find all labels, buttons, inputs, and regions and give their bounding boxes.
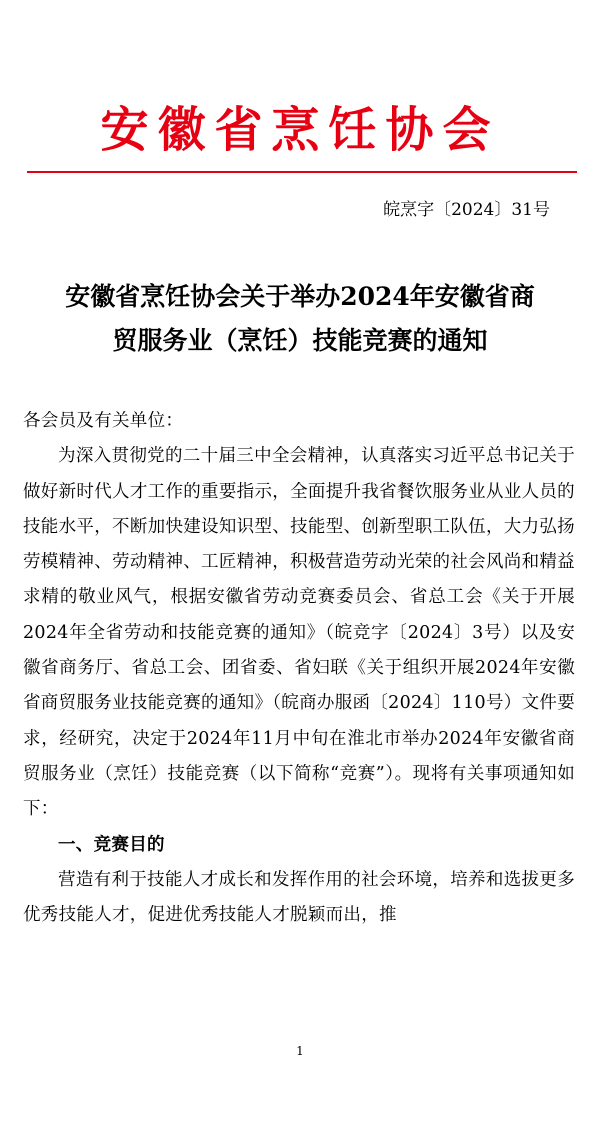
document-title [20,275,580,363]
header-org-name: 安徽省烹饪协会 [100,102,500,158]
salutation: 各会员及有关单位： [23,411,184,431]
document-body [23,404,575,933]
header-red-rule [27,171,577,173]
document-title-line-1: 安徽省烹饪协会关于举办2024年安徽省商 [65,282,535,311]
section-heading-purpose: 一、竞赛目的 [58,834,165,855]
paragraph-purpose: 营造有利于技能人才成长和发挥作用的社会环境，培养和选拔更多优秀技能人才，促进优秀技能人才脱颖而出，推 [23,869,575,926]
page-number: 1 [296,1044,304,1058]
paragraph-intro: 为深入贯彻党的二十届三中全会精神，认真落实习近平总书记关于做好新时代人才工作的重要指示，全面提升我省餐饮服务业从业人员的技能水平，不断加快建设知识型、技能型、创新型职工队伍，大力弘扬劳模精神、劳动精神、工匠精神，积极营造劳动光荣的社会风尚和精益求精的敬业风气，根据安徽省劳动竞赛委员会、省总工会《关于开展2024年全省劳动和技能竞赛的通知》（皖竞字〔2024〕3号）以及安徽省商务厅、省总工会、团省委、省妇联《关于组织开展2024年安徽省商贸服务业技能竞赛的通知》（皖商办服函〔2024〕110号）文件要求，经研究，决定于2024年11月中旬在淮北市举办2024年安徽省商贸服务业（烹饪）技能竞赛（以下简称“竞赛”）。现将有关事项通知如下： [23,446,575,820]
document-number: 皖烹字〔2024〕31号 [383,200,550,220]
document-title-line-2: 贸服务业（烹饪）技能竞赛的通知 [112,326,488,355]
